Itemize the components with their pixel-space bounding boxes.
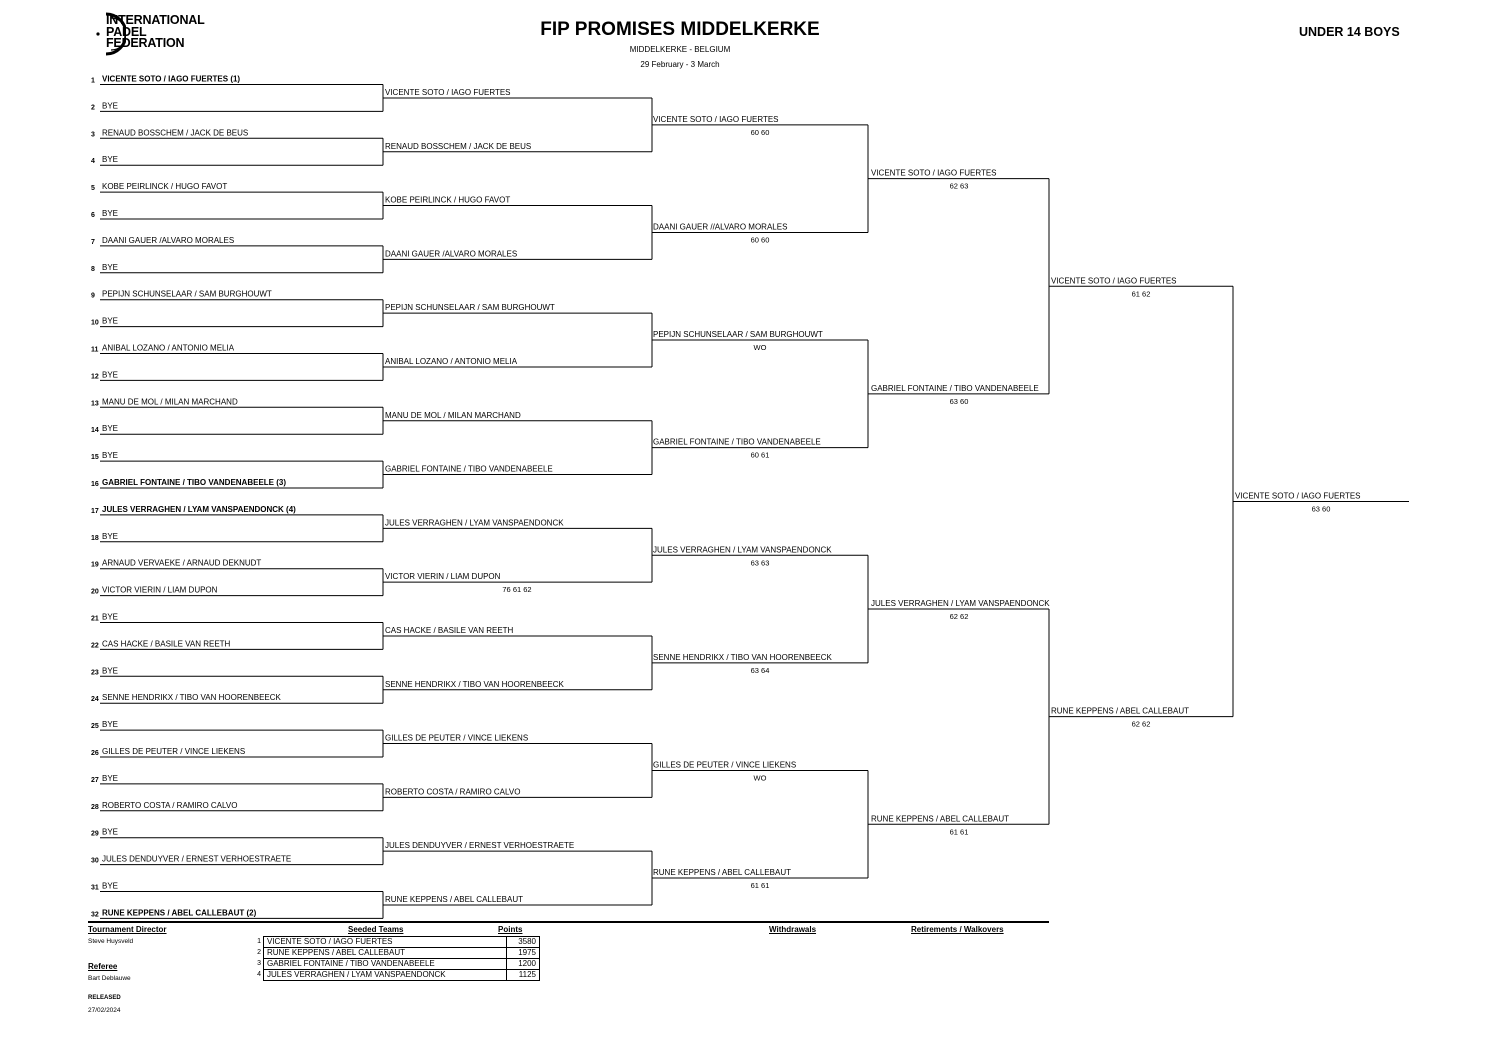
draw-position: 31 — [91, 884, 99, 892]
round2-entry: GILLES DE PEUTER / VINCE LIEKENS — [385, 733, 529, 743]
seed-points: 3580 — [507, 937, 540, 948]
withdrawals-label: Withdrawals — [769, 925, 817, 934]
director-name: Steve Huysveld — [88, 938, 134, 945]
round1-entry: DAANI GAUER /ALVARO MORALES — [102, 235, 235, 245]
round1-entry: BYE — [102, 827, 119, 837]
draw-position: 9 — [91, 292, 95, 300]
round2-entry: KOBE PEIRLINCK / HUGO FAVOT — [385, 195, 511, 205]
draw-position: 18 — [91, 534, 99, 542]
draw-position: 17 — [91, 507, 99, 515]
round3-score: WO — [753, 773, 767, 783]
seed-number: 3 — [257, 960, 261, 967]
draw-position: 19 — [91, 561, 99, 569]
round2-score: 76 61 62 — [502, 585, 532, 595]
round3-score: 61 61 — [750, 881, 770, 891]
round1-entry: BYE — [102, 720, 119, 730]
round1-entry: MANU DE MOL / MILAN MARCHAND — [102, 397, 238, 407]
footer-rule — [88, 921, 1049, 923]
round2-entry: RENAUD BOSSCHEM / JACK DE BEUS — [385, 141, 532, 151]
round3-entry: DAANI GAUER //ALVARO MORALES — [653, 222, 788, 232]
round3-entry: SENNE HENDRIKX / TIBO VAN HOORENBEECK — [653, 652, 832, 662]
round2-entry: JULES VERRAGHEN / LYAM VANSPAENDONCK — [385, 518, 564, 528]
round3-entry: RUNE KEPPENS / ABEL CALLEBAUT — [653, 868, 791, 878]
draw-position: 24 — [91, 696, 99, 704]
round4-score: 61 61 — [949, 827, 969, 837]
seed-team: VICENTE SOTO / IAGO FUERTES — [264, 937, 507, 948]
round1-entry: BYE — [102, 773, 119, 783]
table-row — [250, 948, 540, 959]
round1-entry: ARNAUD VERVAEKE / ARNAUD DEKNUDT — [102, 558, 262, 568]
draw-position: 15 — [91, 454, 99, 462]
draw-position: 16 — [91, 481, 99, 488]
draw-position: 25 — [91, 723, 99, 731]
seed-team: JULES VERRAGHEN / LYAM VANSPAENDONCK — [264, 970, 507, 981]
logo-line-2: PADEL — [106, 24, 147, 39]
seed-points: 1975 — [507, 948, 540, 959]
round3-score: 60 60 — [750, 127, 770, 137]
round2-entry: SENNE HENDRIKX / TIBO VAN HOORENBEECK — [385, 679, 564, 689]
round1-entry: VICTOR VIERIN / LIAM DUPON — [102, 585, 218, 595]
round3-score: WO — [753, 343, 767, 353]
round2-entry: MANU DE MOL / MILAN MARCHAND — [385, 410, 521, 420]
round3-score: 63 64 — [750, 665, 770, 675]
round1-entry: CAS HACKE / BASILE VAN REETH — [102, 639, 231, 649]
draw-position: 26 — [91, 750, 99, 757]
round3-entry: JULES VERRAGHEN / LYAM VANSPAENDONCK — [653, 545, 832, 555]
round1-entry: BYE — [102, 451, 119, 461]
draw-position: 23 — [91, 669, 99, 677]
round3-entry: VICENTE SOTO / IAGO FUERTES — [653, 114, 779, 124]
round2-entry: RUNE KEPPENS / ABEL CALLEBAUT — [385, 894, 523, 904]
round2-entry: PEPIJN SCHUNSELAAR / SAM BURGHOUWT — [385, 303, 555, 313]
seed-number: 1 — [257, 938, 261, 945]
director-label: Tournament Director — [88, 925, 167, 934]
draw-position: 3 — [91, 131, 95, 139]
round1-entry: BYE — [102, 316, 119, 326]
draw-position: 2 — [91, 104, 95, 112]
round3-entry: GILLES DE PEUTER / VINCE LIEKENS — [653, 760, 797, 770]
round1-entry: ANIBAL LOZANO / ANTONIO MELIA — [102, 343, 235, 353]
round4-score: 63 60 — [949, 396, 969, 406]
released-label: RELEASED — [88, 995, 121, 1001]
round5-score: 62 62 — [1131, 719, 1151, 729]
draw-position: 5 — [91, 185, 95, 193]
round1-entry: KOBE PEIRLINCK / HUGO FAVOT — [102, 182, 228, 192]
draw-position: 29 — [91, 830, 99, 838]
draw-position: 8 — [91, 265, 95, 273]
round2-entry: VICTOR VIERIN / LIAM DUPON — [385, 572, 501, 582]
round1-entry: GILLES DE PEUTER / VINCE LIEKENS — [102, 747, 246, 756]
draw-position: 20 — [91, 588, 99, 596]
draw-position: 7 — [91, 238, 95, 246]
referee-name: Bart Deblauwe — [88, 975, 131, 982]
round2-entry: GABRIEL FONTAINE / TIBO VANDENABEELE — [385, 464, 553, 474]
logo-line-1: INTERNATIONAL — [106, 13, 205, 27]
round2-entry: ANIBAL LOZANO / ANTONIO MELIA — [385, 356, 518, 366]
round1-entry: BYE — [102, 155, 119, 165]
round1-entry: SENNE HENDRIKX / TIBO VAN HOORENBEECK — [102, 693, 281, 703]
seeded-teams-label: Seeded Teams — [348, 925, 404, 934]
draw-position: 22 — [91, 642, 99, 650]
draw-position: 1 — [91, 77, 95, 85]
category-label: UNDER 14 BOYS — [1299, 25, 1400, 39]
draw-position: 21 — [91, 615, 99, 623]
draw-position: 10 — [91, 319, 99, 327]
round4-entry: RUNE KEPPENS / ABEL CALLEBAUT — [871, 814, 1009, 824]
seed-points: 1125 — [507, 970, 540, 981]
page-title: FIP PROMISES MIDDELKERKE — [540, 19, 820, 40]
round1-entry: BYE — [102, 101, 119, 111]
round1-entry: PEPIJN SCHUNSELAAR / SAM BURGHOUWT — [102, 289, 272, 299]
round1-entry: BYE — [102, 612, 119, 622]
round3-score: 63 63 — [750, 558, 770, 568]
round2-entry: ROBERTO COSTA / RAMIRO CALVO — [385, 787, 521, 797]
round3-score: 60 60 — [750, 235, 770, 245]
draw-position: 11 — [91, 346, 99, 354]
seeded-teams-table — [250, 936, 540, 981]
round1-entry: RENAUD BOSSCHEM / JACK DE BEUS — [102, 128, 249, 138]
round1-entry: BYE — [102, 209, 119, 218]
round1-entry: BYE — [102, 531, 119, 541]
round4-score: 62 62 — [949, 612, 969, 622]
draw-position: 6 — [91, 212, 95, 219]
draw-position: 4 — [91, 158, 95, 166]
round2-entry: DAANI GAUER /ALVARO MORALES — [385, 249, 518, 259]
tournament-dates: 29 February - 3 March — [640, 60, 720, 69]
referee-label: Referee — [88, 962, 118, 971]
seed-number: 4 — [257, 971, 261, 978]
round1-entry: VICENTE SOTO / IAGO FUERTES (1) — [102, 74, 241, 84]
round5-entry: RUNE KEPPENS / ABEL CALLEBAUT — [1051, 706, 1189, 716]
round2-entry: VICENTE SOTO / IAGO FUERTES — [385, 87, 511, 97]
draw-position: 32 — [91, 911, 99, 919]
seed-points: 1200 — [507, 959, 540, 970]
table-row — [250, 959, 540, 970]
draw-position: 27 — [91, 776, 99, 784]
retirements-label: Retirements / Walkovers — [911, 925, 1004, 934]
round1-entry: ROBERTO COSTA / RAMIRO CALVO — [102, 800, 238, 810]
round2-entry: JULES DENDUYVER / ERNEST VERHOESTRAETE — [385, 841, 575, 851]
round1-entry: JULES DENDUYVER / ERNEST VERHOESTRAETE — [102, 854, 292, 864]
round1-entry: RUNE KEPPENS / ABEL CALLEBAUT (2) — [102, 908, 257, 918]
round1-entry: JULES VERRAGHEN / LYAM VANSPAENDONCK (4) — [102, 504, 296, 514]
draw-position: 13 — [91, 400, 99, 408]
round3-entry: PEPIJN SCHUNSELAAR / SAM BURGHOUWT — [653, 330, 823, 340]
round3-score: 60 61 — [750, 450, 770, 460]
round1-entry: BYE — [102, 370, 119, 380]
winner-score: 63 60 — [1311, 504, 1331, 514]
draw-position: 30 — [91, 857, 99, 865]
draw-position: 12 — [91, 373, 99, 381]
draw-position: 28 — [91, 803, 99, 811]
logo-line-3: FEDERATION — [106, 36, 185, 50]
table-row — [250, 970, 540, 981]
round4-score: 62 63 — [949, 181, 969, 191]
released-date: 27/02/2024 — [88, 1007, 121, 1014]
seed-team: RUNE KEPPENS / ABEL CALLEBAUT — [264, 948, 507, 959]
winner-entry: VICENTE SOTO / IAGO FUERTES — [1235, 491, 1361, 501]
round1-entry: GABRIEL FONTAINE / TIBO VANDENABEELE (3) — [102, 478, 287, 487]
seed-team: GABRIEL FONTAINE / TIBO VANDENABEELE — [264, 959, 507, 970]
round1-entry: BYE — [102, 881, 119, 891]
round3-entry: GABRIEL FONTAINE / TIBO VANDENABEELE — [653, 437, 821, 447]
tournament-location: MIDDELKERKE - BELGIUM — [629, 45, 731, 54]
seed-number: 2 — [257, 949, 261, 956]
points-label: Points — [498, 925, 523, 934]
round4-entry: JULES VERRAGHEN / LYAM VANSPAENDONCK — [871, 599, 1050, 609]
draw-position: 14 — [91, 427, 99, 435]
round1-entry: BYE — [102, 424, 119, 434]
round4-entry: VICENTE SOTO / IAGO FUERTES — [871, 168, 997, 178]
round2-entry: CAS HACKE / BASILE VAN REETH — [385, 625, 514, 635]
round4-entry: GABRIEL FONTAINE / TIBO VANDENABEELE — [871, 383, 1039, 393]
round1-entry: BYE — [102, 666, 119, 676]
table-row — [250, 937, 540, 948]
round5-entry: VICENTE SOTO / IAGO FUERTES — [1051, 276, 1177, 286]
round1-entry: BYE — [102, 262, 119, 272]
round5-score: 61 62 — [1131, 289, 1151, 299]
